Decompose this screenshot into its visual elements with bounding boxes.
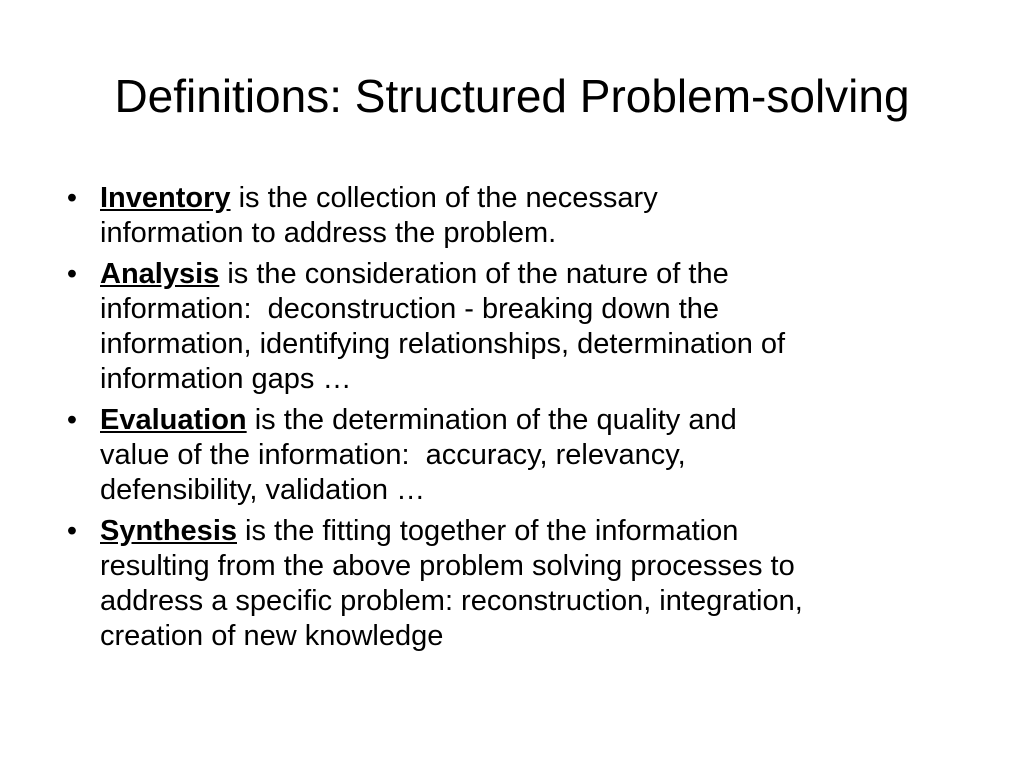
bullet-line (100, 181, 982, 216)
term-inventory: Inventory (100, 182, 231, 214)
definition-line: information, identifying relationships, determination of (100, 328, 786, 360)
definition-text: is the determination of the quality and (246, 404, 737, 436)
term-evaluation: Evaluation (100, 404, 247, 436)
bullet-item-evaluation (62, 403, 982, 508)
definition-line: information: deconstruction - breaking down the (100, 293, 720, 325)
bullet-line (100, 257, 982, 292)
definition-text: is the collection of the necessary (230, 182, 658, 214)
bullet-item-inventory (62, 181, 982, 251)
definition-line: defensibility, validation … (100, 474, 426, 506)
bullet-list (62, 181, 982, 660)
bullet-item-analysis (62, 257, 982, 397)
bullet-icon: • (66, 182, 78, 214)
definition-line: information gaps … (100, 363, 352, 395)
definition-line: resulting from the above problem solving processes to (100, 550, 795, 582)
term-synthesis: Synthesis (100, 515, 237, 547)
bullet-icon: • (66, 404, 78, 436)
bullet-item-synthesis (62, 514, 982, 654)
definition-line: value of the information: accuracy, relevancy, (100, 439, 686, 471)
slide-title: Definitions: Structured Problem-solving (114, 70, 910, 122)
bullet-icon: • (66, 258, 78, 290)
bullet-line (100, 403, 982, 438)
bullet-icon: • (66, 515, 78, 547)
definition-line: address a specific problem: reconstruction, integration, (100, 585, 803, 617)
definition-text: is the fitting together of the information (237, 515, 739, 547)
definition-text: is the consideration of the nature of the (219, 258, 729, 290)
definition-line: creation of new knowledge (100, 620, 444, 652)
term-analysis: Analysis (100, 258, 220, 290)
bullet-line (100, 514, 982, 549)
definition-line: information to address the problem. (100, 217, 557, 249)
